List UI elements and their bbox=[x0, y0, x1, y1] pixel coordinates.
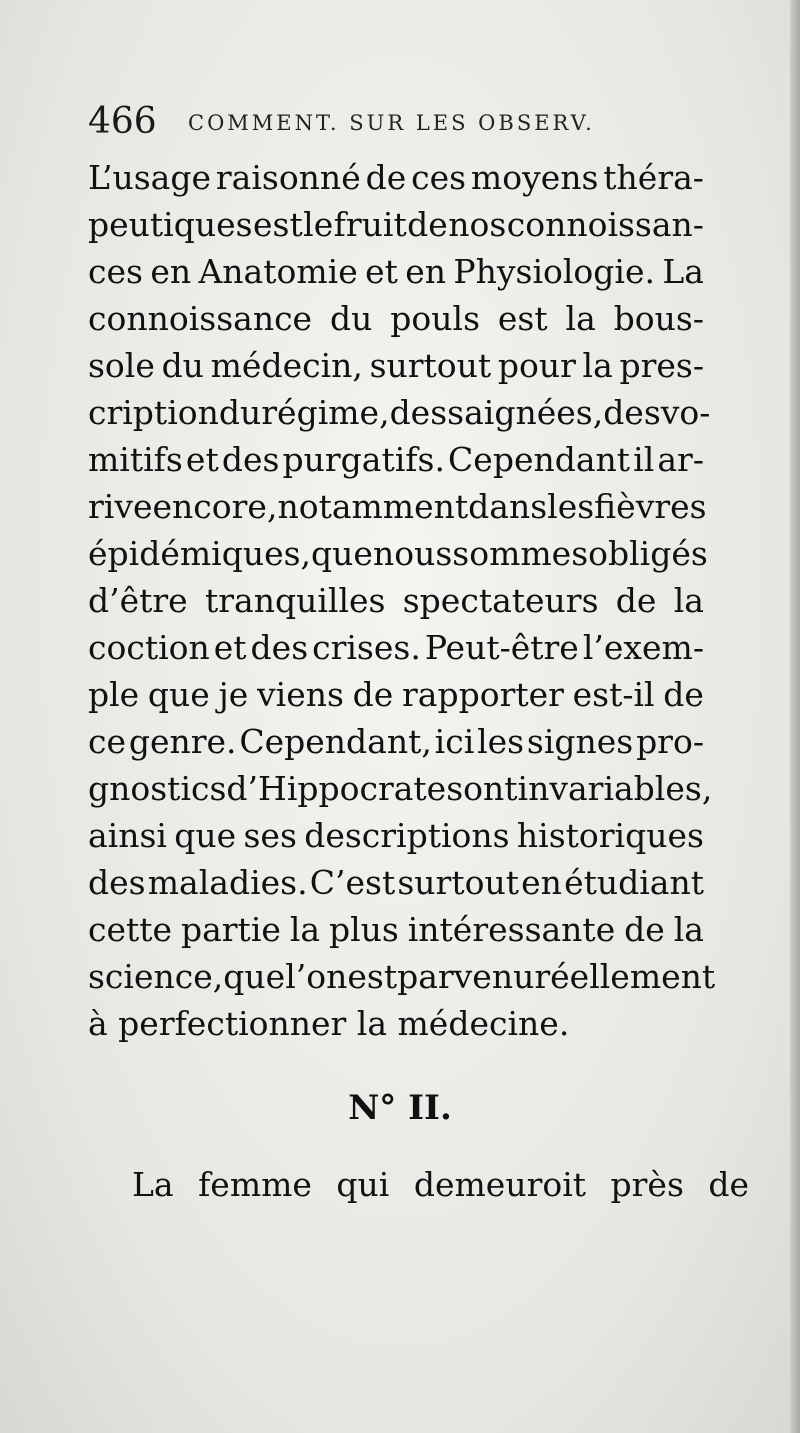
paragraph-body bbox=[88, 154, 716, 1047]
text-line: rive encore, notamment dans les fièvres bbox=[88, 487, 707, 526]
next-paragraph-start: La femme qui demeuroit près de bbox=[132, 1165, 750, 1204]
text-line: d’être tranquilles spectateurs de la bbox=[88, 581, 704, 620]
text-line: ple que je viens de rapporter est-il de bbox=[88, 675, 704, 714]
text-line: des maladies. C’est surtout en étudiant bbox=[88, 863, 704, 902]
text-line: mitifs et des purgatifs. Cependant il ar- bbox=[88, 440, 704, 479]
text-line: sole du médecin, surtout pour la pres- bbox=[88, 346, 704, 385]
text-line: cription du régime, des saignées, des vo- bbox=[88, 393, 711, 432]
text-line: épidémiques, que nous sommes obligés bbox=[88, 534, 708, 573]
text-line: peutiques est le fruit de nos connoissan- bbox=[88, 205, 704, 244]
page-number: 466 bbox=[88, 101, 157, 142]
text-line: science, que l’on est parvenu réellement bbox=[88, 957, 716, 996]
text-line: ainsi que ses descriptions historiques bbox=[88, 816, 704, 855]
page-header bbox=[88, 100, 728, 144]
text-line: gnostics d’Hippocrate sont invariables, bbox=[88, 769, 713, 808]
text-line: ce genre. Cependant, ici les signes pro- bbox=[88, 722, 704, 761]
text-line: L’usage raisonné de ces moyens théra- bbox=[88, 158, 704, 197]
page-edge-shadow bbox=[790, 0, 800, 1433]
text-line: à perfectionner la médecine. bbox=[88, 1004, 570, 1043]
text-line: coction et des crises. Peut-être l’exem- bbox=[88, 628, 704, 667]
text-line: ces en Anatomie et en Physiologie. La bbox=[88, 252, 704, 291]
text-line: cette partie la plus intéressante de la bbox=[88, 910, 704, 949]
running-head: COMMENT. SUR LES OBSERV. bbox=[188, 111, 595, 135]
section-heading: N° II. bbox=[348, 1088, 452, 1128]
text-line: connoissance du pouls est la bous- bbox=[88, 299, 704, 338]
